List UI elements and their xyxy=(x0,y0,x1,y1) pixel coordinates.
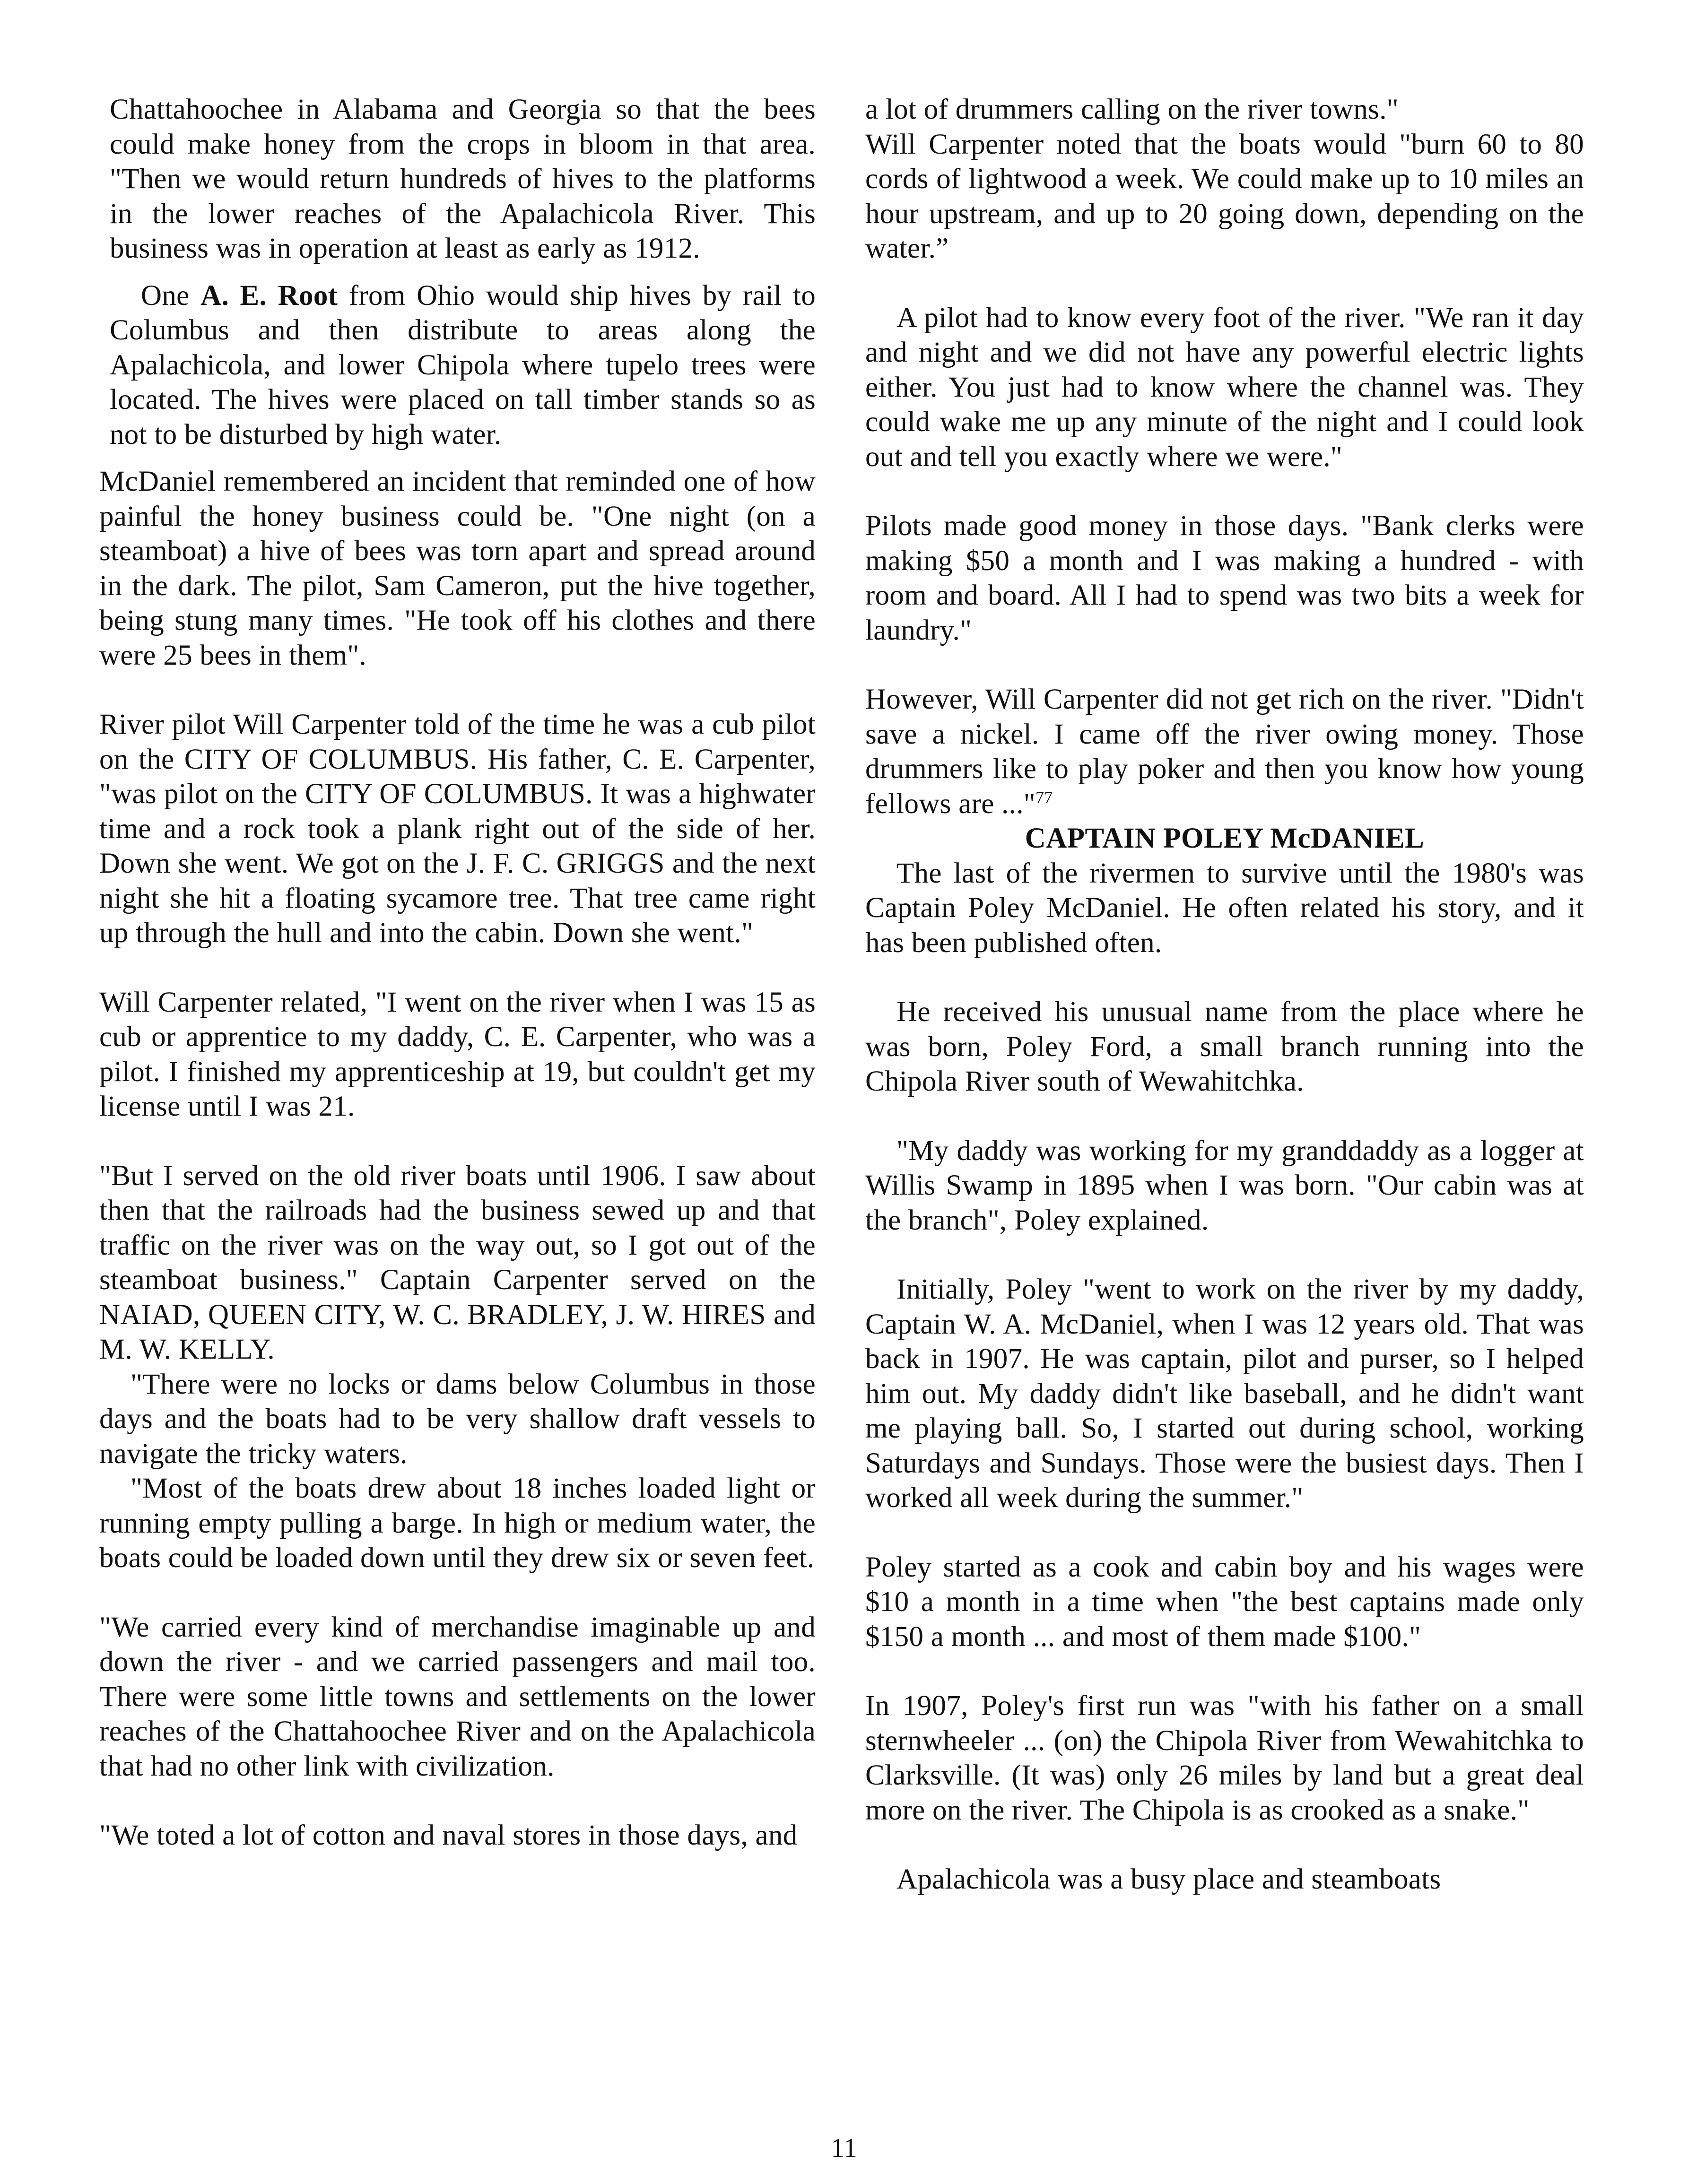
paragraph: "But I served on the old river boats until 1906. I saw about then that the railroads had the business sewed up and that traffic on the river was on the way out, so I got out of the steamboat business." Captain Carpenter served on the NAIAD, QUEEN CITY, W. C. BRADLEY, J. W. HIRES and M. W. KELLY. xyxy=(99,1160,816,1365)
paragraph: A pilot had to know every foot of the river. "We ran it day and night and we did not have any powerful electric lights either. You just had to know where the channel was. They could wake me up any minute of the night and I could look out and tell you exactly where we were." xyxy=(865,302,1584,473)
paragraph: He received his unusual name from the place where he was born, Poley Ford, a small branch running into the Chipola River south of Wewahitchka. xyxy=(865,996,1584,1097)
quoted-block xyxy=(99,92,816,452)
paragraph: "There were no locks or dams below Columbus in those days and the boats had to be very shallow draft vessels to navigate the tricky waters. xyxy=(99,1368,816,1470)
paragraph: In 1907, Poley's first run was "with his father on a small sternwheeler ... (on) the Chipola River from Wewahitchka to Clarksville. (It was) only 26 miles by land but a great deal more on the river. The Chipola is as crooked as a snake." xyxy=(865,1690,1584,1826)
paragraph: The last of the rivermen to survive until the 1980's was Captain Poley McDaniel. He often related his story, and it has been published often. xyxy=(865,857,1584,959)
bold-name: A. E. Root xyxy=(200,279,338,312)
right-column xyxy=(865,92,1584,1897)
paragraph: Apalachicola was a busy place and steamboats xyxy=(896,1863,1441,1895)
paragraph: Chattahoochee in Alabama and Georgia so that the bees could make honey from the crops in bloom in that area. "Then we would return hundreds of hives to the platforms in the lower reaches of the Apalachicola River. This business was in operation at least as early as 1912. xyxy=(110,94,816,264)
paragraph: Initially, Poley "went to work on the river by my daddy, Captain W. A. McDaniel, when I was 12 years old. That was back in 1907. He was captain, pilot and purser, so I helped him out. My daddy didn't like baseball, and he didn't want me playing ball. So, I started out during school, working Saturdays and Sundays. Those were the busiest days. Then I worked all week during the summer." xyxy=(865,1274,1584,1514)
paragraph: Pilots made good money in those days. "Bank clerks were making $50 a month and I was making a hundred - with room and board. All I had to spend was two bits a week for laundry." xyxy=(865,510,1584,646)
text-span: One xyxy=(141,279,201,312)
paragraph: Will Carpenter noted that the boats would "burn 60 to 80 cords of lightwood a week. We could make up to 10 miles an hour upstream, and up to 20 going down, depending on the water.” xyxy=(865,128,1584,264)
text-span: However, Will Carpenter did not get rich on the river. "Didn't save a nickel. I came off the river owing money. Those drummers like to play poker and then you know how young fellows are ..." xyxy=(865,684,1584,820)
footnote-ref: 77 xyxy=(1035,788,1053,807)
paragraph: "My daddy was working for my granddaddy as a logger at Willis Swamp in 1895 when I was born. "Our cabin was at the branch", Poley explained. xyxy=(865,1135,1584,1236)
page-number: 11 xyxy=(831,2132,857,2163)
paragraph: Will Carpenter related, "I went on the river when I was 15 as cub or apprentice to my daddy, C. E. Carpenter, who was a pilot. I finished my apprenticeship at 19, but couldn't get my license until I was 21. xyxy=(99,986,816,1122)
paragraph: McDaniel remembered an incident that reminded one of how painful the honey business could be. "One night (on a steamboat) a hive of bees was torn apart and spread around in the dark. The pilot, Sam Cameron, put the hive together, being stung many times. "He took off his clothes and there were 25 bees in them". xyxy=(99,466,816,671)
left-column xyxy=(99,92,816,1853)
paragraph: Poley started as a cook and cabin boy and his wages were $10 a month in a time when "the best captains made only $150 a month ... and most of them made $100." xyxy=(865,1551,1584,1653)
paragraph-with-footnote xyxy=(865,682,1584,821)
paragraph: River pilot Will Carpenter told of the time he was a cub pilot on the CITY OF COLUMBUS. His father, C. E. Carpenter, "was pilot on the CITY OF COLUMBUS. It was a highwater time and a rock took a plank right out of the side of her. Down she went. We got on the J. F. C. GRIGGS and the next night she hit a floating sycamore tree. That tree came right up through the hull and into the cabin. Down she went." xyxy=(99,709,816,949)
paragraph: "We toted a lot of cotton and naval stores in those days, and xyxy=(99,1820,798,1851)
section-heading: CAPTAIN POLEY McDANIEL xyxy=(1025,823,1425,854)
paragraph-root xyxy=(110,278,816,452)
text-span: from Ohio would ship hives by rail to Columbus and then distribute to areas along the Apalachicola, and lower Chipola where tupelo trees were located. The hives were placed on tall timber stands so as not to be disturbed by high water. xyxy=(110,279,816,451)
paragraph: "Most of the boats drew about 18 inches loaded light or running empty pulling a barge. In high or medium water, the boats could be loaded down until they drew six or seven feet. xyxy=(99,1473,816,1574)
paragraph: "We carried every kind of merchandise imaginable up and down the river - and we carried passengers and mail too. There were some little towns and settlements on the lower reaches of the Chattahoochee River and on the Apalachicola that had no other link with civilization. xyxy=(99,1611,816,1782)
paragraph: a lot of drummers calling on the river towns." xyxy=(865,94,1399,125)
